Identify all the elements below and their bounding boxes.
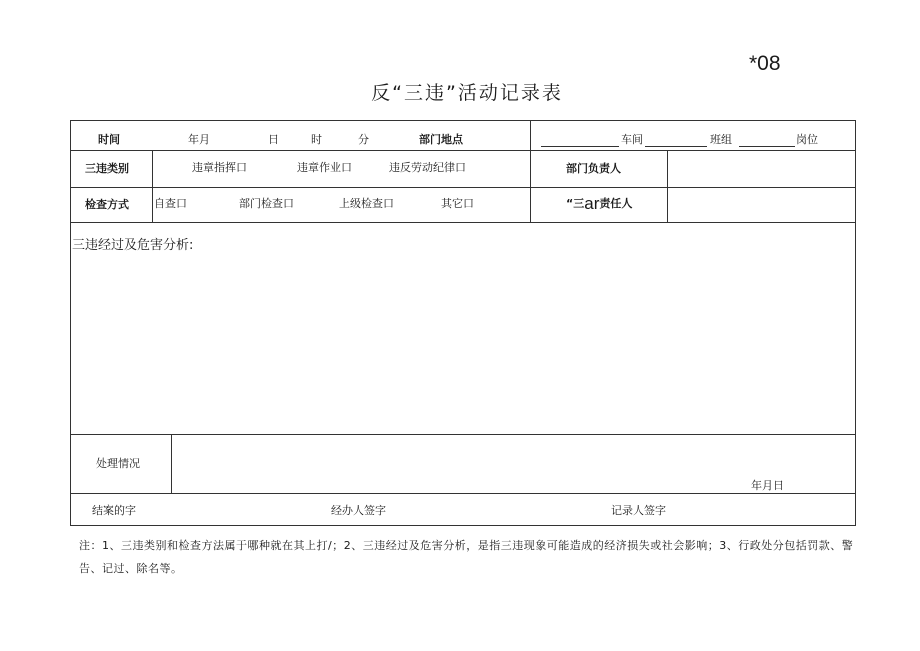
workshop-label: 车间: [621, 133, 643, 146]
category-label: 三违类别: [85, 162, 129, 175]
recorder-sign-label: 记录人签字: [611, 504, 666, 517]
post-blank[interactable]: [739, 134, 795, 147]
minute-label: 分: [358, 133, 369, 146]
category-option-discipline[interactable]: 违反劳动纪律口: [389, 161, 466, 174]
dept-head-label: 部门负责人: [566, 162, 621, 175]
responsible-suffix: 责任人: [599, 197, 633, 210]
hour-label: 时: [311, 133, 322, 146]
team-blank[interactable]: [645, 134, 707, 147]
responsible-prefix: “三: [566, 197, 585, 210]
analysis-label: 三违经过及危害分析:: [72, 238, 194, 253]
analysis-area[interactable]: [71, 257, 855, 433]
time-label: 时间: [98, 133, 120, 146]
location-label: 部门地点: [419, 133, 463, 146]
closing-sign-label: 结案的字: [92, 504, 136, 517]
day-label: 日: [268, 133, 279, 146]
year-month-label: 年月: [188, 133, 210, 146]
row-divider: [71, 222, 855, 223]
row-divider: [71, 434, 855, 435]
category-option-command[interactable]: 违章指挥口: [192, 161, 247, 174]
column-divider: [171, 434, 172, 493]
form-code: *08: [749, 52, 781, 75]
team-label: 班组: [710, 133, 732, 146]
category-option-operation[interactable]: 违章作业口: [297, 161, 352, 174]
handling-date-label: 年月日: [751, 479, 784, 492]
column-divider: [667, 150, 668, 222]
post-label: 岗位: [796, 133, 818, 146]
method-option-superior[interactable]: 上级检查口: [339, 197, 394, 210]
footnote: 注：1、三违类别和检查方法属于哪种就在其上打/；2、三违经过及危害分析，是指三违现象可能造成的经济损失或社会影响；3、行政处分包括罚款、警告、记过、除名等。: [79, 539, 854, 575]
row-divider: [71, 150, 855, 151]
handling-label: 处理情况: [96, 457, 140, 470]
column-divider: [530, 121, 531, 222]
responsible-label: [566, 194, 633, 213]
method-option-self[interactable]: 自查口: [154, 197, 187, 210]
method-option-other[interactable]: 其它口: [441, 197, 474, 210]
responsible-big: ar: [584, 194, 600, 213]
page-title: 反“三违”活动记录表: [371, 82, 563, 104]
row-divider: [71, 187, 855, 188]
method-option-dept[interactable]: 部门检查口: [239, 197, 294, 210]
handler-sign-label: 经办人签字: [331, 504, 386, 517]
column-divider: [152, 150, 153, 222]
record-form-table: [70, 120, 856, 526]
row-divider: [71, 493, 855, 494]
workshop-blank[interactable]: [541, 134, 619, 147]
method-label: 检查方式: [85, 198, 129, 211]
